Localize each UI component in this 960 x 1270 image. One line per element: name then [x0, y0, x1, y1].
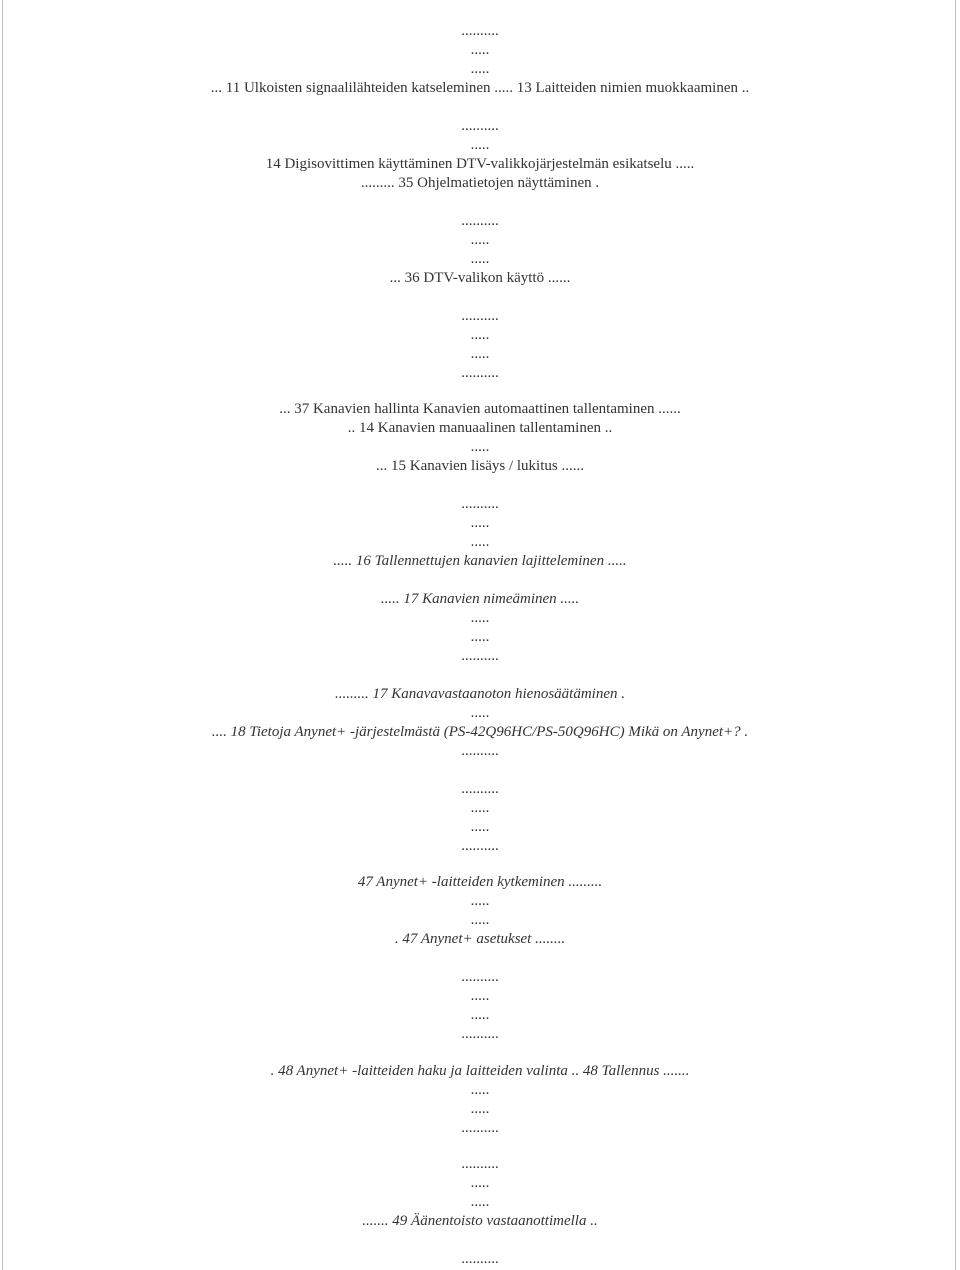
toc-line: ..........	[461, 23, 499, 39]
toc-line: .....	[470, 1007, 490, 1023]
toc-line: .....	[470, 1194, 490, 1210]
toc-line: .....	[470, 800, 490, 816]
toc-line: ..........	[461, 308, 499, 324]
toc-line: ..... 17 Kanavien nimeäminen .....	[380, 591, 580, 607]
toc-line: .....	[470, 515, 490, 531]
toc-line: . 48 Anynet+ -laitteiden haku ja laitteiden valinta .. 48 Tallennus .......	[270, 1063, 690, 1079]
toc-line: ... 36 DTV-valikon käyttö ......	[389, 270, 571, 286]
toc-line: .....	[470, 1101, 490, 1117]
toc-line: ..........	[461, 1156, 499, 1172]
toc-line: ..........	[461, 838, 499, 854]
toc-line: .....	[470, 232, 490, 248]
toc-line: ..........	[461, 1026, 499, 1042]
toc-line: ..........	[461, 496, 499, 512]
toc-line: . 47 Anynet+ asetukset ........	[394, 931, 566, 947]
toc-line: .....	[470, 610, 490, 626]
toc-line: .. 14 Kanavien manuaalinen tallentaminen ..	[347, 420, 613, 436]
toc-line: ..........	[461, 648, 499, 664]
toc-line: ..........	[461, 969, 499, 985]
toc-line: ..........	[461, 118, 499, 134]
toc-line: ......... 35 Ohjelmatietojen näyttäminen .	[360, 175, 600, 191]
toc-line: ......... 17 Kanavavastaanoton hienosäätäminen .	[335, 686, 625, 702]
toc-line: .....	[470, 1175, 490, 1191]
toc-line: ..........	[461, 365, 499, 381]
toc-line: .....	[470, 439, 490, 455]
toc-line: ..........	[461, 781, 499, 797]
toc-line: ..... 16 Tallennettujen kanavien lajitteleminen .....	[333, 553, 627, 569]
toc-line: .... 18 Tietoja Anynet+ -järjestelmästä (PS-42Q96HC/PS-50Q96HC) Mikä on Anynet+? .	[211, 724, 749, 740]
toc-line: 14 Digisovittimen käyttäminen DTV-valikkojärjestelmän esikatselu .....	[265, 156, 695, 172]
toc-line: .....	[470, 988, 490, 1004]
toc-line: .....	[470, 705, 490, 721]
toc-line: .....	[470, 629, 490, 645]
toc-line: ... 11 Ulkoisten signaalilähteiden katseleminen ..... 13 Laitteiden nimien muokkaaminen ..	[210, 80, 750, 96]
toc-line: ....... 49 Äänentoisto vastaanottimella ..	[362, 1213, 598, 1229]
toc-line: .....	[470, 251, 490, 267]
toc-line: 47 Anynet+ -laitteiden kytkeminen .........	[357, 874, 603, 890]
toc-line: .....	[470, 327, 490, 343]
toc-line: .....	[470, 42, 490, 58]
toc-line: ..........	[461, 1251, 499, 1267]
toc-line: .....	[470, 137, 490, 153]
toc-line: .....	[470, 534, 490, 550]
toc-line: .....	[470, 819, 490, 835]
toc-line: ... 37 Kanavien hallinta Kanavien automaattinen tallentaminen ......	[279, 401, 681, 417]
toc-line: .....	[470, 1082, 490, 1098]
toc-line: ..........	[461, 213, 499, 229]
toc-line: .....	[470, 346, 490, 362]
toc-line: ... 15 Kanavien lisäys / lukitus ......	[376, 458, 584, 474]
toc-line: ..........	[461, 1120, 499, 1136]
toc-line: .....	[470, 61, 490, 77]
toc-line: ..........	[461, 743, 499, 759]
toc-line: .....	[470, 912, 490, 928]
toc-line: .....	[470, 893, 490, 909]
